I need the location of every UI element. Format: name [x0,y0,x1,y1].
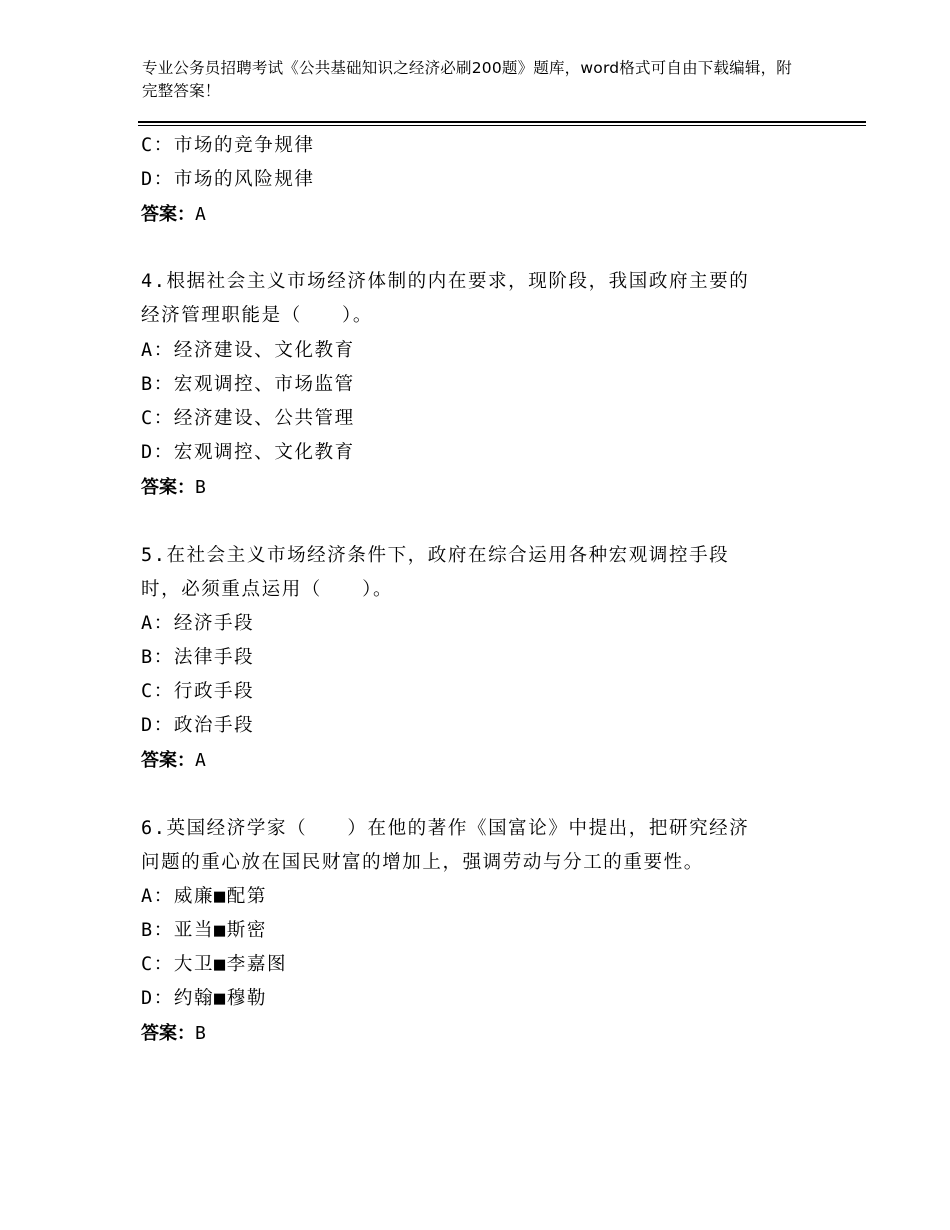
answer-value: A [195,750,206,771]
question-5-stem-line-1: 5.在社会主义市场经济条件下，政府在综合运用各种宏观调控手段 [141,545,730,566]
answer-label: 答案： [141,1023,195,1044]
question-5-option-a: A：经济手段 [141,613,255,634]
answer-label: 答案： [141,204,195,225]
answer-value: A [195,204,206,225]
option-c: C：市场的竞争规律 [141,135,315,156]
answer-label: 答案： [141,477,195,498]
question-6-option-c: C：大卫■李嘉图 [141,954,288,975]
answer-label: 答案： [141,750,195,771]
answer-value: B [195,1023,206,1044]
question-4-option-c: C：经济建设、公共管理 [141,408,355,429]
option-d: D：市场的风险规律 [141,169,315,190]
header-rule-thin [138,125,866,126]
question-4-stem-line-2: 经济管理职能是（ ）。 [141,305,373,326]
question-4-option-d: D：宏观调控、文化教育 [141,442,355,463]
question-5-option-d: D：政治手段 [141,715,255,736]
header-rule-thick [138,121,866,123]
answer-value: B [195,477,206,498]
answer [141,200,206,226]
question-6-option-d: D：约翰■穆勒 [141,988,267,1009]
question-6-stem-line-1: 6.英国经济学家（ ）在他的著作《国富论》中提出，把研究经济 [141,818,750,839]
question-4-option-b: B：宏观调控、市场监管 [141,374,355,395]
question-6-stem-line-2: 问题的重心放在国民财富的增加上，强调劳动与分工的重要性。 [141,852,704,873]
question-6-option-a: A：威廉■配第 [141,886,267,907]
question-5-option-c: C：行政手段 [141,681,255,702]
page-header: 专业公务员招聘考试《公共基础知识之经济必刷200题》题库，word格式可自由下载编辑，附完整答案！ [142,59,792,100]
question-6-answer [141,1019,206,1045]
question-6-option-b: B：亚当■斯密 [141,920,267,941]
question-4-option-a: A：经济建设、文化教育 [141,340,355,361]
question-4-stem-line-1: 4.根据社会主义市场经济体制的内在要求，现阶段，我国政府主要的 [141,271,750,292]
question-5-answer [141,746,206,772]
question-5-stem-line-2: 时，必须重点运用（ ）。 [141,579,394,600]
question-5-option-b: B：法律手段 [141,647,255,668]
question-4-answer [141,473,206,499]
